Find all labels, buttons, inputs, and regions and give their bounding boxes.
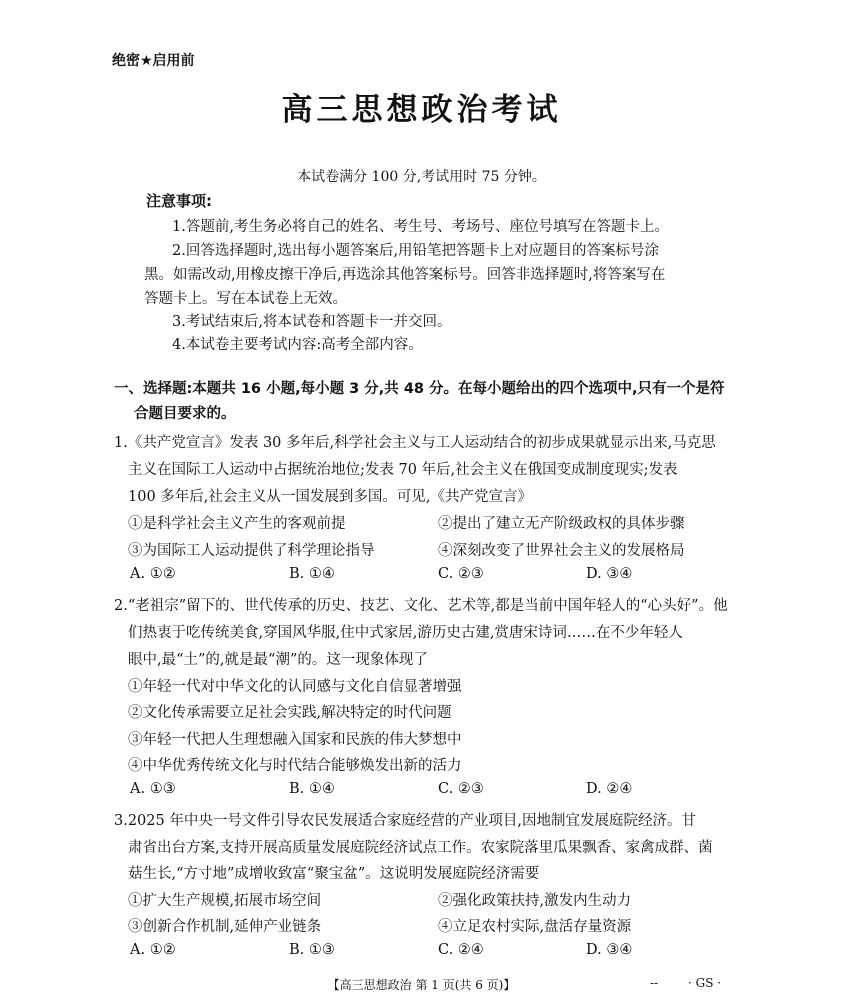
question-3-statement-3: ③创新合作机制,延伸产业链条 xyxy=(128,919,322,935)
notice-item-2-line-3: 答题卡上。写在本试卷上无效。 xyxy=(144,291,347,307)
footer-code: · GS · xyxy=(688,976,722,990)
question-1-stem-line-3: 100 多年后,社会主义从一国发展到多国。可见,《共产党宣言》 xyxy=(128,489,533,505)
section-heading-line-1: 一、选择题:本题共 16 小题,每小题 3 分,共 48 分。在每小题给出的四个选项中,只有一个是符 xyxy=(114,381,725,397)
footer-dash: -- xyxy=(650,976,659,990)
question-3-statement-2: ②强化政策扶持,激发内生动力 xyxy=(438,893,632,909)
exam-subtitle: 本试卷满分 100 分,考试用时 75 分钟。 xyxy=(297,169,546,185)
question-3-option-d[interactable]: D. ③④ xyxy=(586,942,633,958)
question-1-option-a[interactable]: A. ①② xyxy=(130,566,176,582)
question-1-stem-line-2: 主义在国际工人运动中占据统治地位;发表 70 年后,社会主义在俄国变成制度现实;发表 xyxy=(128,462,678,478)
exam-title: 高三思想政治考试 xyxy=(281,92,562,128)
question-2-statement-4: ④中华优秀传统文化与时代结合能够焕发出新的活力 xyxy=(128,758,462,774)
confidential-label: 绝密★启用前 xyxy=(112,53,195,69)
notice-item-1: 1.答题前,考生务必将自己的姓名、考生号、考场号、座位号填写在答题卡上。 xyxy=(172,219,669,235)
notice-heading: 注意事项: xyxy=(146,192,212,210)
notice-item-3: 3.考试结束后,将本试卷和答题卡一并交回。 xyxy=(172,314,452,330)
question-1-statement-2: ②提出了建立无产阶级政权的具体步骤 xyxy=(438,516,685,532)
question-2-option-c[interactable]: C. ②③ xyxy=(438,781,484,797)
notice-item-2-line-1: 2.回答选择题时,选出每小题答案后,用铅笔把答题卡上对应题目的答案标号涂 xyxy=(172,243,660,259)
question-1-statement-3: ③为国际工人运动提供了科学理论指导 xyxy=(128,543,375,559)
question-1-option-c[interactable]: C. ②③ xyxy=(438,566,484,582)
question-3-option-a[interactable]: A. ①② xyxy=(130,942,176,958)
question-3-stem-line-1: 3.2025 年中央一号文件引导农民发展适合家庭经营的产业项目,因地制宜发展庭院经济。甘 xyxy=(114,813,696,829)
question-2-stem-line-2: 们热衷于吃传统美食,穿国风华服,住中式家居,游历史古建,赏唐宋诗词……在不少年轻人 xyxy=(128,625,683,641)
question-2-stem-line-1: 2.“老祖宗”留下的、世代传承的历史、技艺、文化、艺术等,都是当前中国年轻人的“心头好”。他 xyxy=(114,598,728,614)
section-heading-line-2: 合题目要求的。 xyxy=(134,406,236,422)
question-2-option-b[interactable]: B. ①④ xyxy=(289,781,335,797)
question-1-option-b[interactable]: B. ①④ xyxy=(289,566,335,582)
question-3-statement-4: ④立足农村实际,盘活存量资源 xyxy=(438,919,632,935)
notice-item-4: 4.本试卷主要考试内容:高考全部内容。 xyxy=(172,337,423,353)
notice-item-2-line-2: 黑。如需改动,用橡皮擦干净后,再选涂其他答案标号。回答非选择题时,将答案写在 xyxy=(144,267,666,283)
question-2-statement-3: ③年轻一代把人生理想融入国家和民族的伟大梦想中 xyxy=(128,732,462,748)
question-1-option-d[interactable]: D. ③④ xyxy=(586,566,633,582)
question-2-statement-1: ①年轻一代对中华文化的认同感与文化自信显著增强 xyxy=(128,679,462,695)
question-3-stem-line-3: 菇生长,“方寸地”成增收致富“聚宝盆”。这说明发展庭院经济需要 xyxy=(128,866,540,882)
question-3-statement-1: ①扩大生产规模,拓展市场空间 xyxy=(128,893,322,909)
question-3-option-c[interactable]: C. ②④ xyxy=(438,942,484,958)
question-3-option-b[interactable]: B. ①③ xyxy=(289,942,335,958)
question-1-stem-line-1: 1.《共产党宣言》发表 30 多年后,科学社会主义与工人运动结合的初步成果就显示出来,马克思 xyxy=(114,435,716,451)
question-2-option-a[interactable]: A. ①③ xyxy=(130,781,176,797)
question-2-option-d[interactable]: D. ②④ xyxy=(586,781,633,797)
question-1-statement-1: ①是科学社会主义产生的客观前提 xyxy=(128,516,346,532)
question-1-statement-4: ④深刻改变了世界社会主义的发展格局 xyxy=(438,543,685,559)
page-footer: 【高三思想政治 第 1 页(共 6 页)】 xyxy=(327,978,516,992)
question-2-statement-2: ②文化传承需要立足社会实践,解决特定的时代问题 xyxy=(128,705,452,721)
question-3-stem-line-2: 肃省出台方案,支持开展高质量发展庭院经济试点工作。农家院落里瓜果飘香、家禽成群、菌 xyxy=(128,840,713,856)
question-2-stem-line-3: 眼中,最“土”的,就是最“潮”的。这一现象体现了 xyxy=(128,652,428,668)
